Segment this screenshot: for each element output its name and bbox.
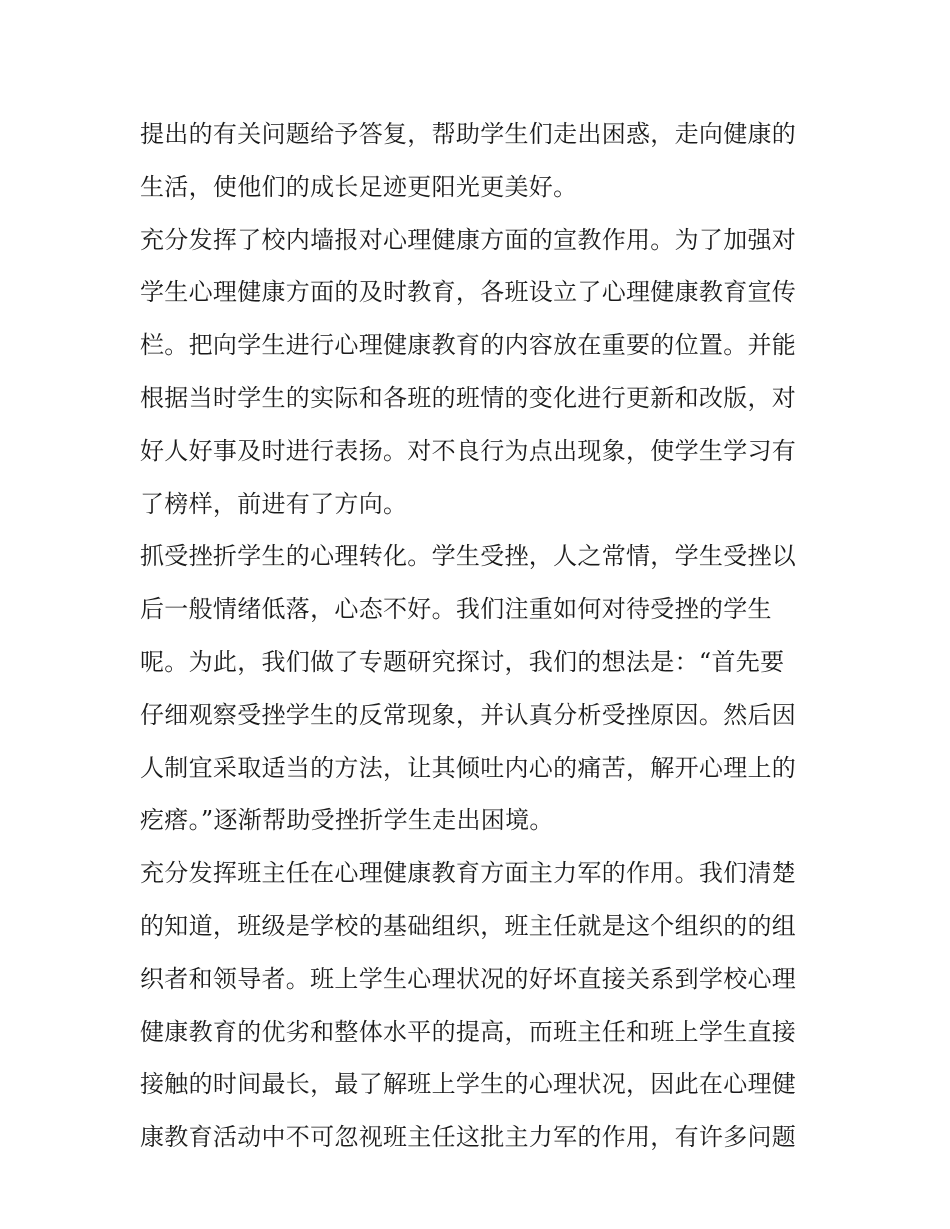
text-line: 生活，使他们的成长足迹更阳光更美好。	[140, 172, 578, 201]
text-line: 后一般情绪低落，心态不好。我们注重如何对待受挫的学生	[140, 595, 772, 624]
text-line: 好人好事及时进行表扬。对不良行为点出现象，使学生学习有	[140, 436, 797, 465]
text-line: 人制宜采取适当的方法，让其倾吐内心的痛苦，解开心理上的	[140, 753, 797, 782]
text-line: 学生心理健康方面的及时教育，各班设立了心理健康教育宣传	[140, 278, 797, 307]
document-body	[140, 108, 812, 1164]
text-line: 织者和领导者。班上学生心理状况的好坏直接关系到学校心理	[140, 964, 797, 993]
text-line: 根据当时学生的实际和各班的班情的变化进行更新和改版，对	[140, 383, 797, 412]
text-line: 康教育活动中不可忽视班主任这批主力军的作用，有许多问题	[140, 1123, 797, 1152]
text-line: 了榜样，前进有了方向。	[140, 489, 408, 518]
text-line: 仔细观察受挫学生的反常现象，并认真分析受挫原因。然后因	[140, 700, 797, 729]
text-line: 疙瘩。”逐渐帮助受挫折学生走出困境。	[140, 806, 554, 835]
text-line: 呢。为此，我们做了专题研究探讨，我们的想法是：“首先要	[140, 647, 785, 676]
text-line: 的知道，班级是学校的基础组织，班主任就是这个组织的的组	[140, 911, 797, 940]
text-line: 提出的有关问题给予答复，帮助学生们走出困惑，走向健康的	[140, 120, 797, 148]
text-line: 充分发挥班主任在心理健康教育方面主力军的作用。我们清楚	[140, 859, 797, 888]
text-line: 抓受挫折学生的心理转化。学生受挫，人之常情，学生受挫以	[140, 542, 797, 571]
text-line: 健康教育的优劣和整体水平的提高，而班主任和班上学生直接	[140, 1017, 797, 1046]
text-line: 接触的时间最长，最了解班上学生的心理状况，因此在心理健	[140, 1070, 797, 1099]
text-line: 充分发挥了校内墙报对心理健康方面的宣教作用。为了加强对	[140, 225, 797, 254]
text-line: 栏。把向学生进行心理健康教育的内容放在重要的位置。并能	[140, 331, 797, 360]
